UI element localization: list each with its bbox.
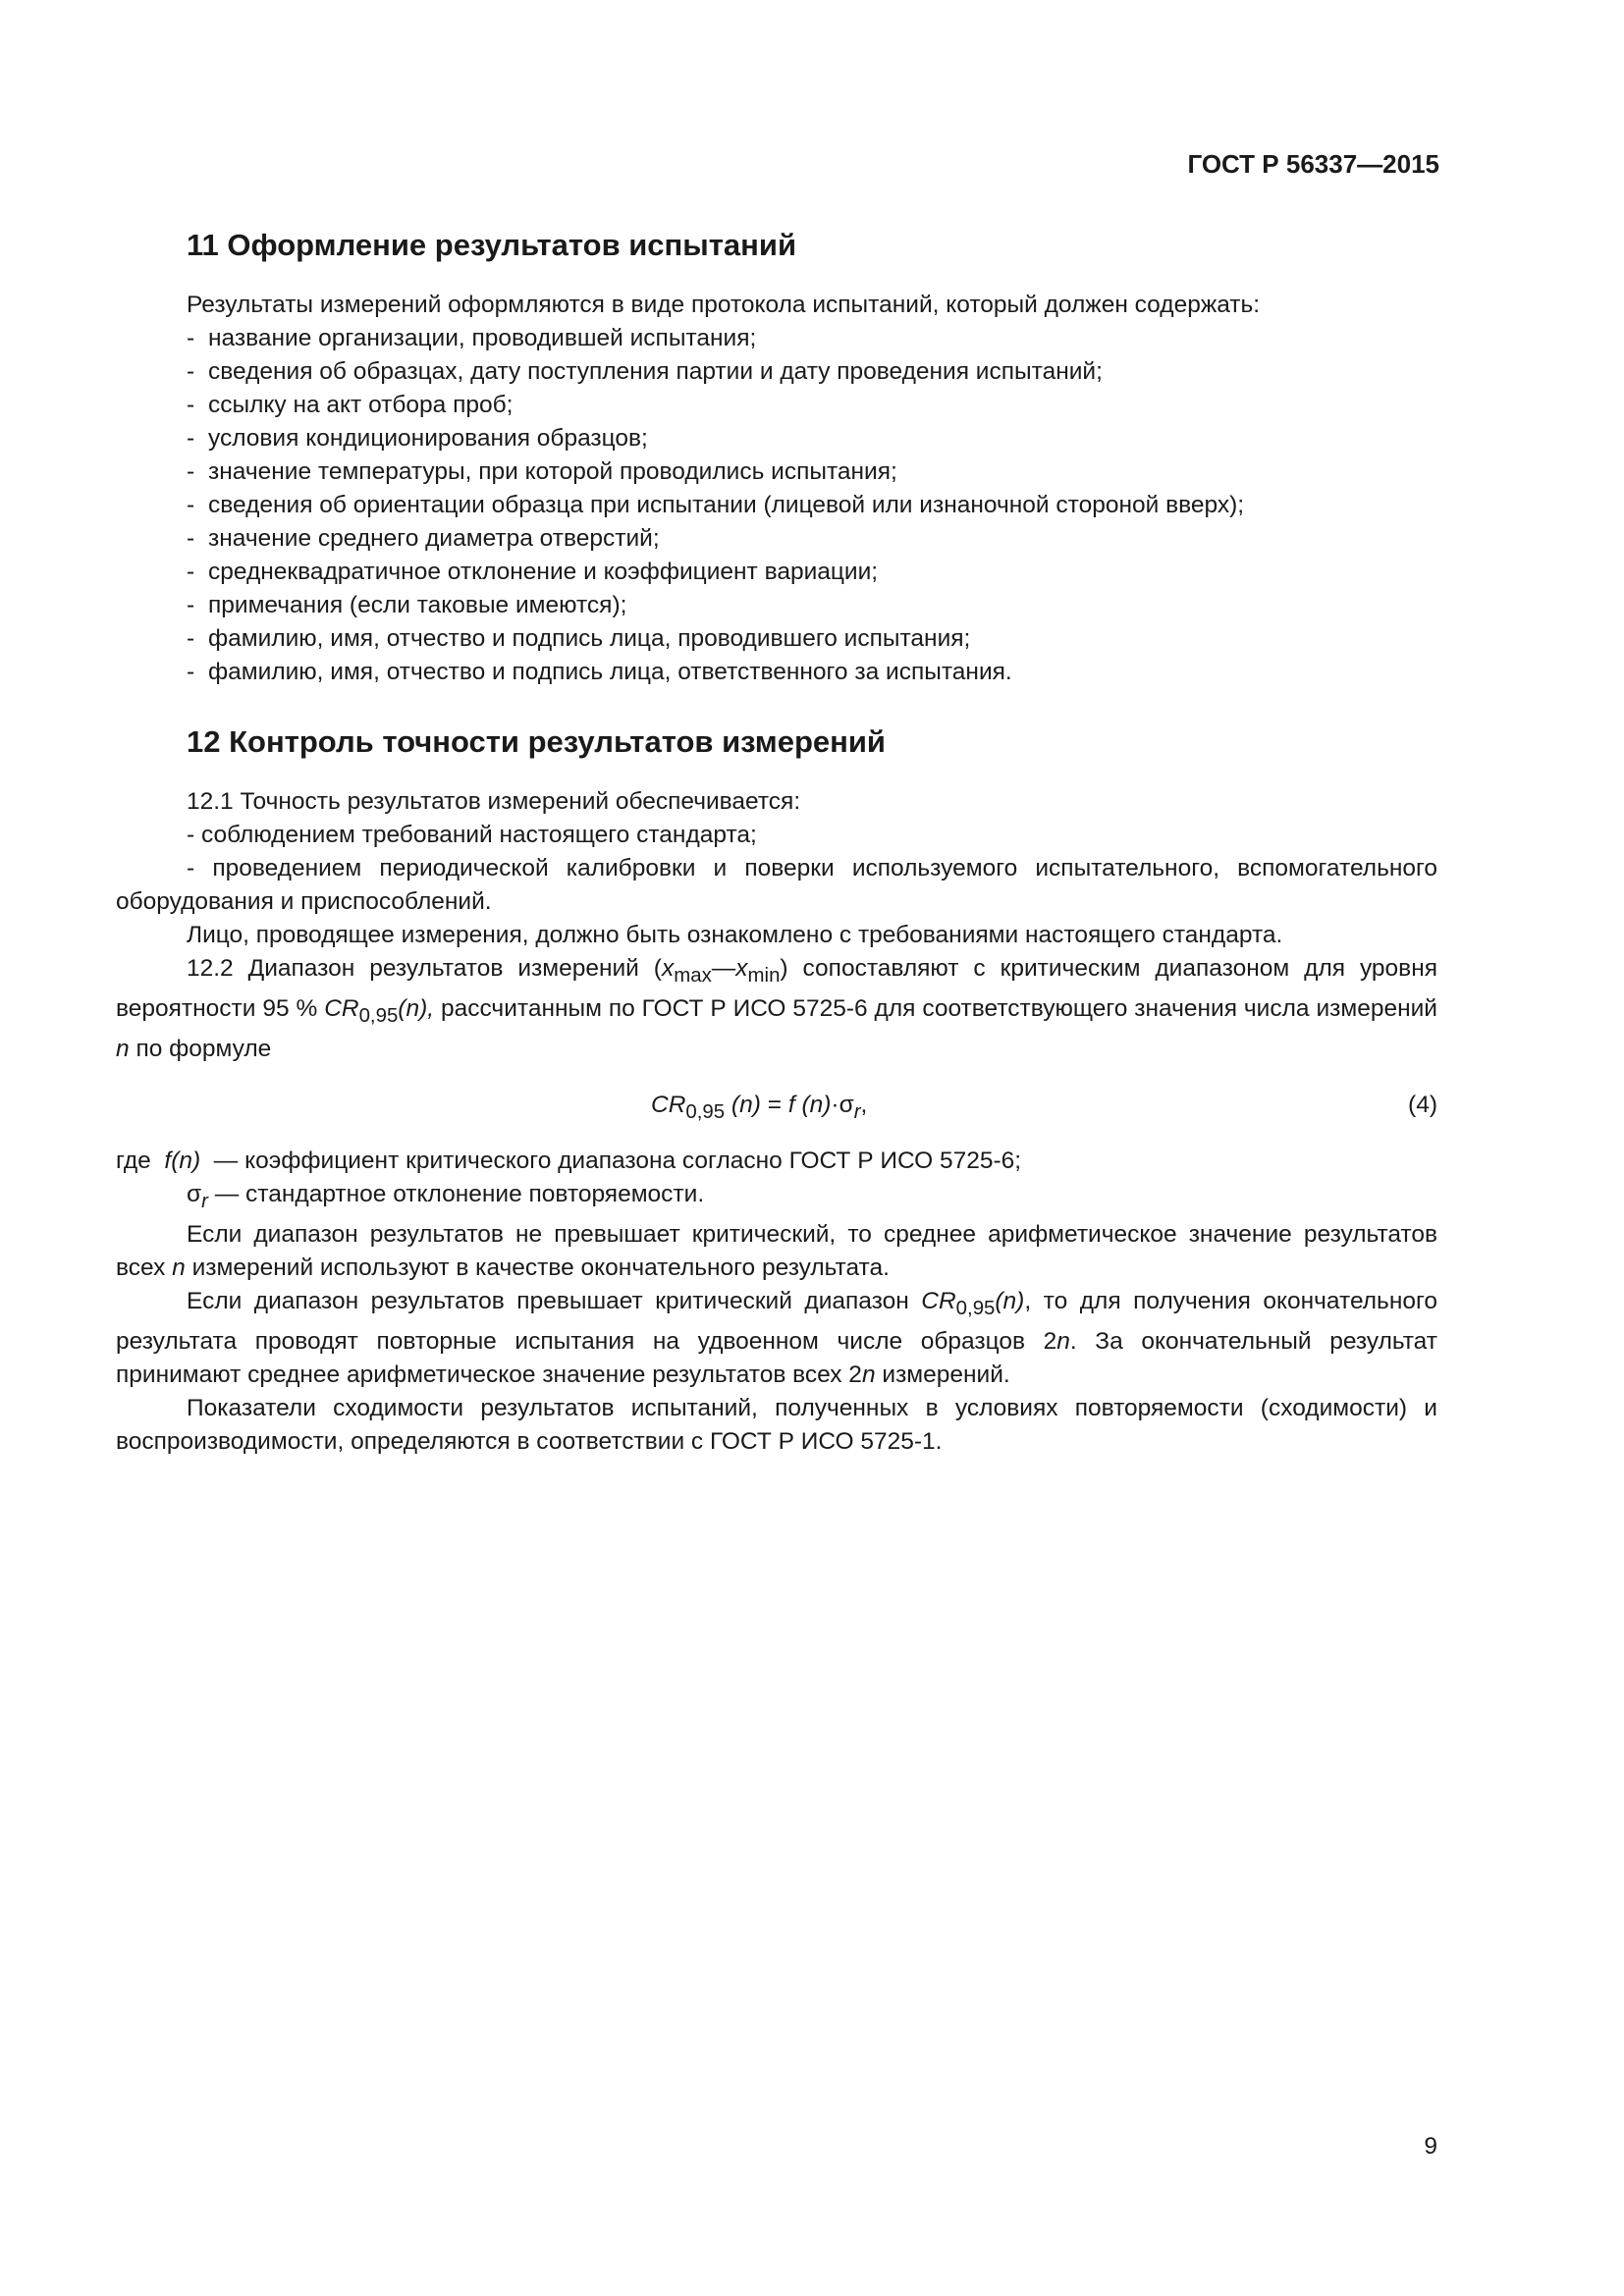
- formula-number: (4): [1408, 1091, 1437, 1118]
- protocol-contents-list: [116, 322, 1437, 689]
- paragraph-repeatability: Показатели сходимости результатов испытаний, полученных в условиях повторяемости (сходимости) и воспроизводимости, определяются в соответствии с ГОСТ Р ИСО 5725-1.: [116, 1394, 1437, 1455]
- list-item: - значение температуры, при которой проводились испытания;: [187, 458, 897, 485]
- list-item: - соблюдением требований настоящего стандарта;: [187, 822, 757, 848]
- paragraph-12-1: 12.1 Точность результатов измерений обеспечивается:: [187, 788, 801, 815]
- formula-expression: $CR_{0,95}$ (n) = f $(n)\cdot\sigma_r$,: [651, 1091, 868, 1123]
- section-12-title: 12 Контроль точности результатов измерений: [187, 724, 886, 759]
- list-item: - проведением периодической калибровки и поверки используемого испытательного, вспомогательного оборудования и приспособлений.: [116, 855, 1438, 915]
- list-item: - сведения об ориентации образца при испытании (лицевой или изнаночной стороной вверх);: [187, 492, 1245, 518]
- page-number: 9: [1424, 2133, 1437, 2160]
- list-item: - условия кондиционирования образцов;: [187, 425, 648, 452]
- page-content: [116, 224, 1437, 1459]
- list-item: - ссылку на акт отбора проб;: [187, 392, 514, 418]
- section-11-intro: Результаты измерений оформляются в виде протокола испытаний, который должен содержать:: [187, 292, 1261, 318]
- list-item: - сведения об образцах, дату поступления партии и дату проведения испытаний;: [187, 358, 1103, 385]
- formula-4: [116, 1089, 1437, 1122]
- section-11-title: 11 Оформление результатов испытаний: [187, 228, 796, 262]
- paragraph-exceeding: Если диапазон результатов превышает критический диапазон $CR_{0,95}(n)$, то для получения окончательного результата проводят повторные испытания на удвоенном числе образцов 2n. За окончательный результат принимают среднее арифметическое значение результатов всех 2n измерений.: [116, 1287, 1437, 1388]
- paragraph-operator: Лицо, проводящее измерения, должно быть ознакомлено с требованиями настоящего стандарта.: [187, 922, 1283, 948]
- list-item: - фамилию, имя, отчество и подпись лица, ответственного за испытания.: [187, 659, 1012, 685]
- where-f-definition: где f(n) — коэффициент критического диапазона согласно ГОСТ Р ИСО 5725-6;: [116, 1147, 1022, 1174]
- list-item: - значение среднего диаметра отверстий;: [187, 525, 660, 552]
- list-item: - фамилию, имя, отчество и подпись лица, проводившего испытания;: [187, 625, 971, 652]
- list-item: - среднеквадратичное отклонение и коэффициент вариации;: [187, 559, 879, 585]
- where-sigma-definition: $\sigma_r$ — стандартное отклонение повторяемости.: [187, 1180, 705, 1212]
- paragraph-not-exceeding: Если диапазон результатов не превышает критический, то среднее арифметическое значение результатов всех n измерений используют в качестве окончательного результата.: [116, 1220, 1437, 1281]
- document-id: ГОСТ Р 56337—2015: [1187, 149, 1439, 179]
- list-item: - название организации, проводившей испытания;: [187, 325, 757, 351]
- list-item: - примечания (если таковые имеются);: [187, 592, 627, 618]
- paragraph-12-2: 12.2 Диапазон результатов измерений $(x_{max}—x_{min})$ сопоставляют с критическим диапазоном для уровня вероятности 95 % $CR_{0,95}(n)$, рассчитанным по ГОСТ Р ИСО 5725-6 для соответствующего значения числа измерений n по формуле: [116, 955, 1437, 1062]
